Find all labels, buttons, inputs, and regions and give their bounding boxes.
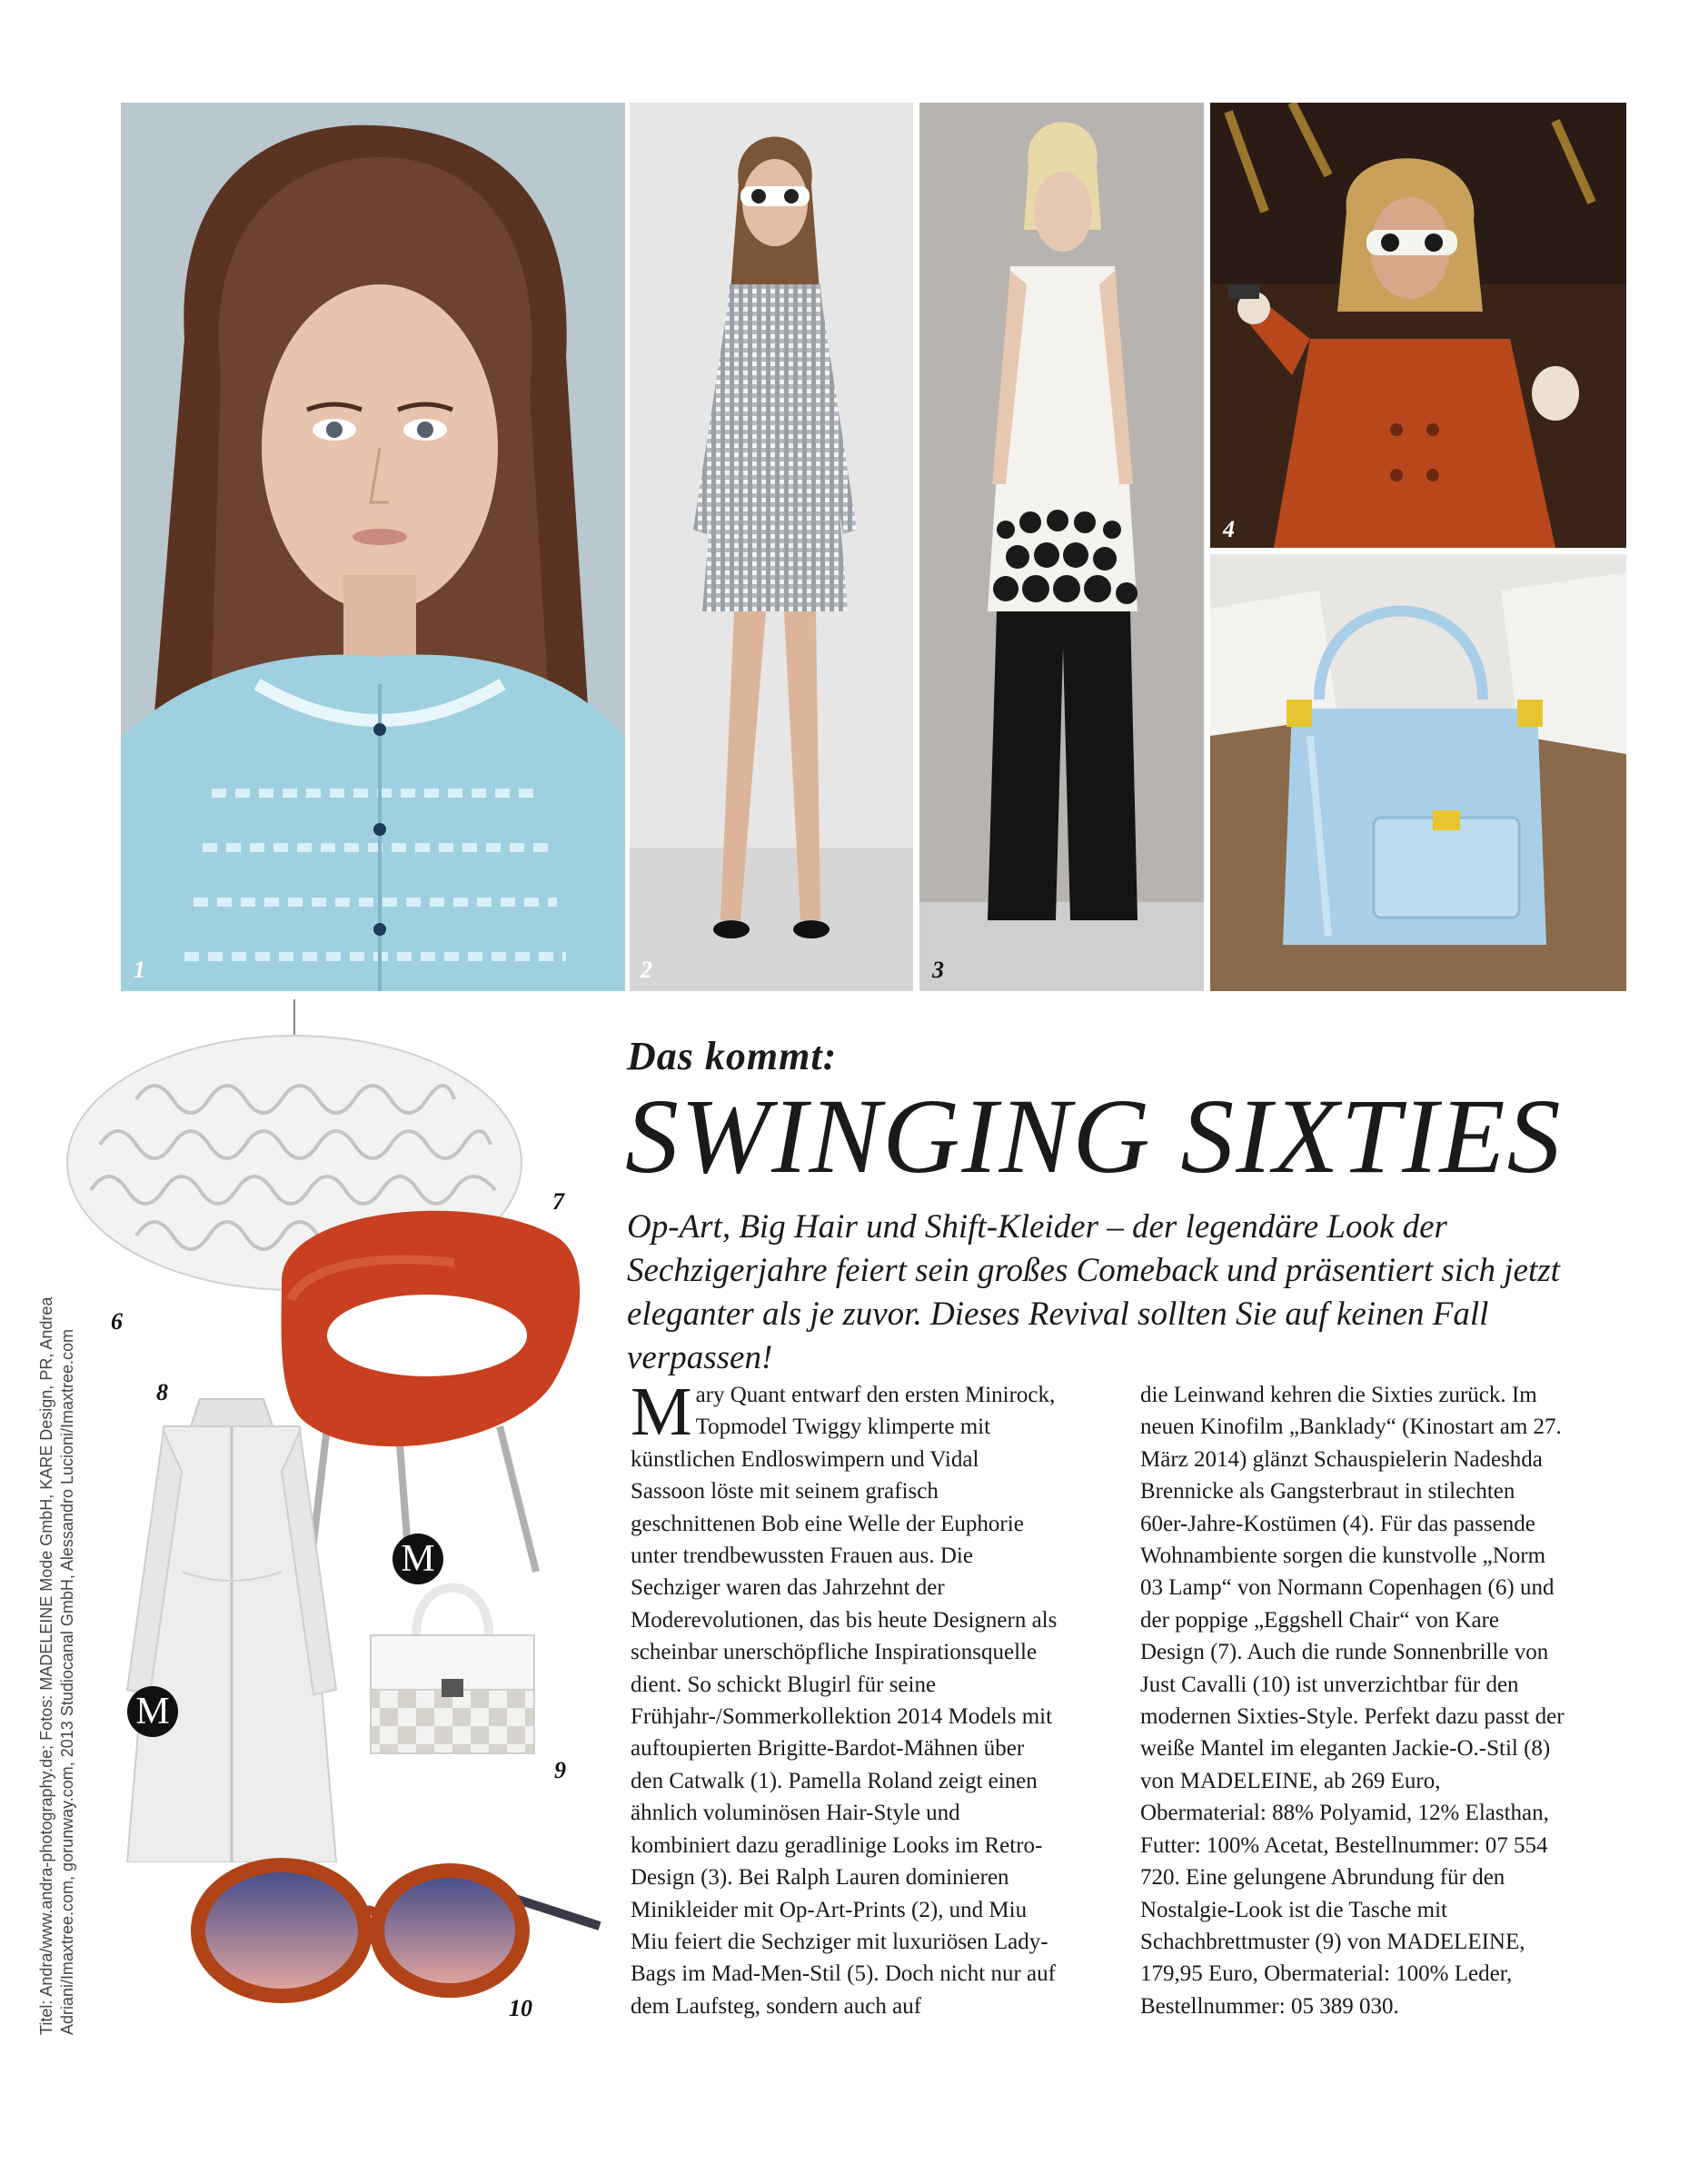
madeleine-badge: M (392, 1534, 443, 1584)
photo-number: 3 (932, 957, 944, 983)
photo-film-still (1210, 103, 1626, 548)
article-lead: Op-Art, Big Hair und Shift-Kleider – der legendäre Look der Sechzigerjahre feiert sein großes Comeback und präsentiert sich jetzt eleganter als je zuvor. Dieses Revival sollten Sie auf keinen Fall verpassen! (627, 1208, 1560, 1376)
body-column-2 (1140, 1379, 1567, 2022)
product-number: 6 (111, 1308, 123, 1335)
photo-number: 1 (134, 957, 145, 983)
photo-number: 2 (641, 957, 652, 983)
photo-blue-bag (1210, 554, 1626, 991)
drop-cap: M (631, 1374, 692, 1450)
madeleine-badge: M (127, 1686, 178, 1737)
product-number: 10 (509, 1995, 532, 2021)
photo-model-portrait (121, 103, 625, 991)
credit-line: Titel: Andra/www.andra-photography.de; Fotos: MADELEINE Mode GmbH, KARE Design, PR, Andrea (37, 1296, 55, 2035)
body-column-1 (631, 1374, 1058, 2022)
article-title: SWINGING SIXTIES (625, 1077, 1563, 1196)
product-white-coat (109, 1390, 354, 1862)
body-text: ary Quant entwarf den ersten Minirock, Topmodel Twiggy klimperte mit künstlichen Endloswimpern und Vidal Sassoon löste mit seinem grafisch geschnittenen Bob eine Welle der Euphorie unter trendbewussten Frauen aus. Die Sechziger waren das Jahrzehnt der Moderevolutionen, das bis heute Designern als scheinbar unerschöpfliche Inspirationsquelle dient. So schickt Blugirl für seine Frühjahr-/Sommerkollektion 2014 Models mit auftoupierten Brigitte-Bardot-Mähnen über den Catwalk (1). Pamella Roland zeigt einen ähnlich voluminösen Hair-Style und kombiniert dazu geradlinige Looks im Retro-Design (3). Bei Ralph Lauren dominieren Minikleider mit Op-Art-Prints (2), und Miu Miu feiert die Sechziger mit luxuriösen Lady-Bags im Mad-Men-Stil (5). Doch nicht nur auf dem Laufsteg, sondern auch auf (631, 1383, 1058, 2019)
product-number: 8 (156, 1379, 168, 1405)
photo-number: 4 (1223, 516, 1235, 542)
body-text: die Leinwand kehren die Sixties zurück. Im neuen Kinofilm „Banklady“ (Kinostart am 27. März 2014) glänzt Schauspielerin Nadeshda Brennicke als Gangsterbraut in stilechten 60er-Jahre-Kostümen (4). Für das passende Wohnambiente sorgen die kunstvolle „Norm 03 Lamp“ von Normann Copenhagen (6) und der poppige „Eggshell Chair“ von Kare Design (7). Auch die runde Sonnenbrille von Just Cavalli (10) ist unverzichtbar für den modernen Sixties-Style. Perfekt dazu passt der weiße Mantel im eleganten Jackie-O.-Stil (8) von MADELEINE, ab 269 Euro, Obermaterial: 88% Polyamid, 12% Elasthan, Futter: 100% Acetat, Bestellnummer: 07 554 720. Eine gelungene Abrundung für den Nostalgie-Look ist die Tasche mit Schachbrettmuster (9) von MADELEINE, 179,95 Euro, Obermaterial: 100% Leder, Bestellnummer: 05 389 030. (1140, 1383, 1565, 2019)
product-checker-bag (362, 1581, 543, 1762)
product-number: 7 (552, 1188, 564, 1215)
photo-gingham-dress (630, 103, 913, 991)
photo-credits (36, 1217, 78, 2035)
article-kicker: Das kommt: (627, 1034, 838, 1078)
product-number: 9 (554, 1757, 566, 1783)
product-sunglasses (186, 1844, 604, 2008)
credit-line: Adriani/Imaxtree.com, gorunway.com, 2013 Studiocanal GmbH, Alessandro Lucioni/Imaxtree.com (58, 1328, 76, 2035)
photo-opart-shift (919, 103, 1204, 991)
